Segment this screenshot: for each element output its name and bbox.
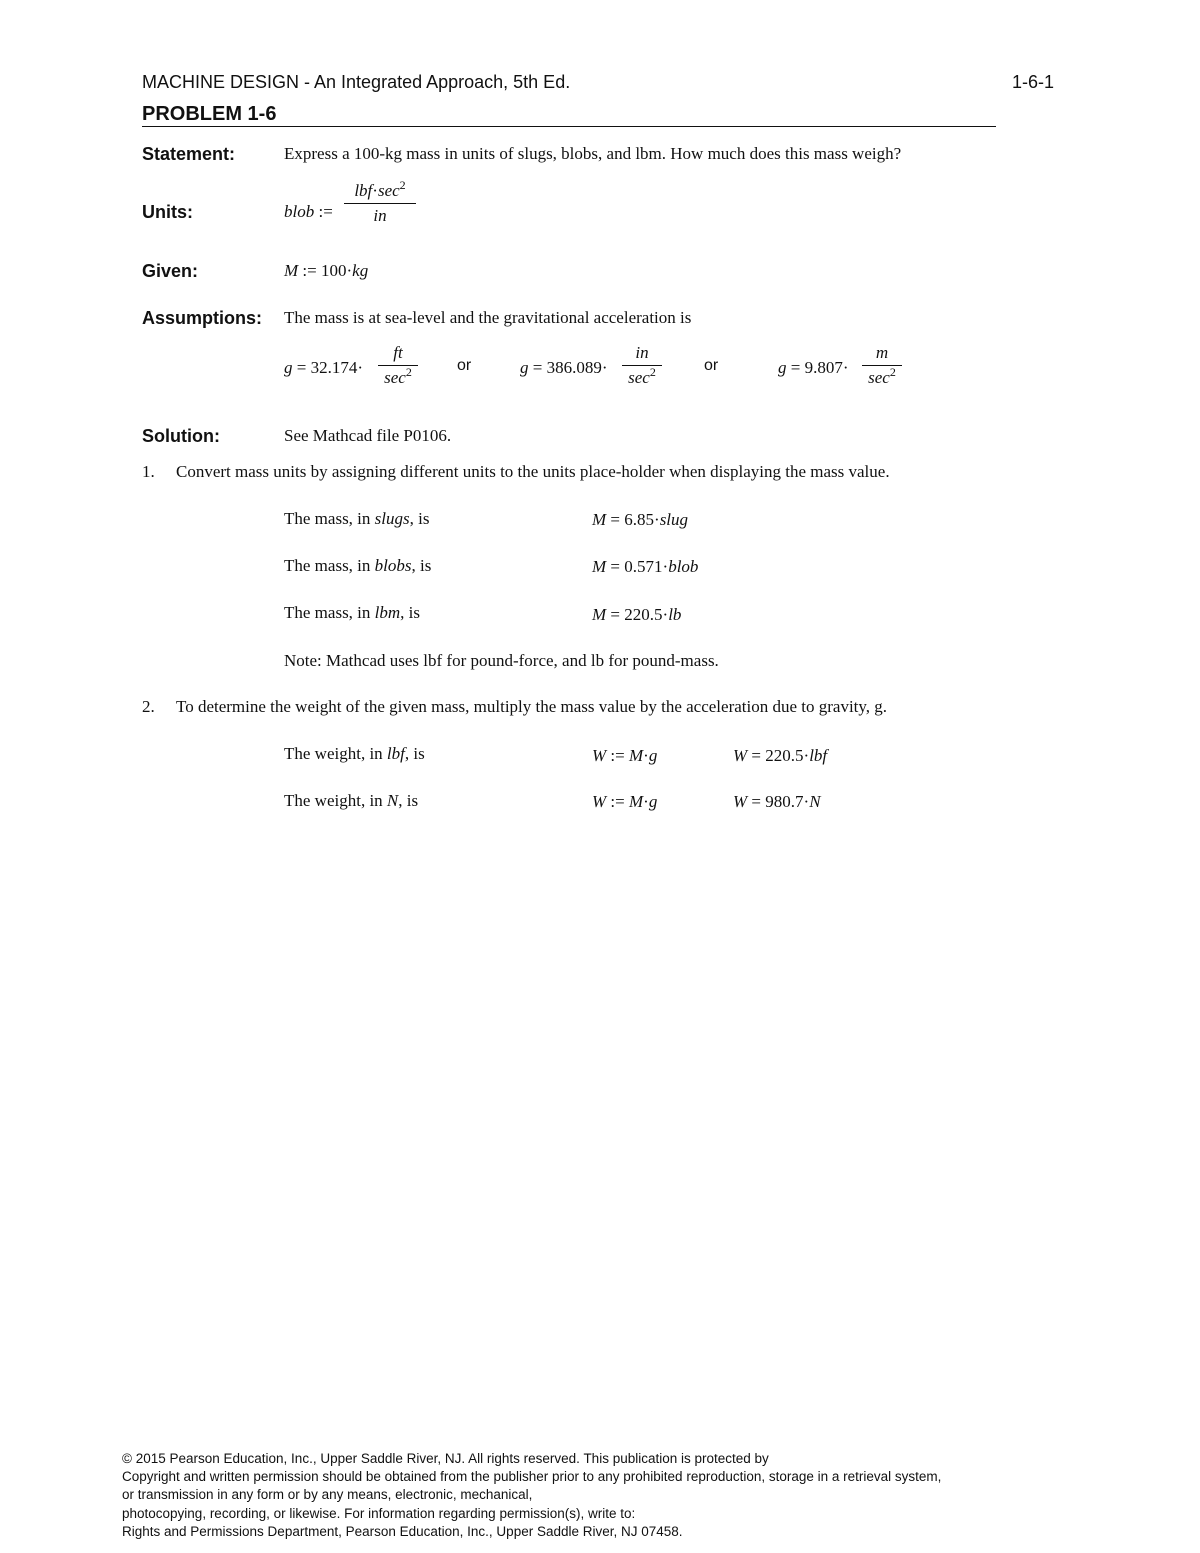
problem-title: PROBLEM 1-6 [142,103,277,125]
mathcad-note: Note: Mathcad uses lbf for pound-force, and lb for pound-mass. [284,651,719,670]
gravity-eq-2-lhs: g = 386.089· [520,358,608,377]
gravity-eq-1-fraction: ft $\sec^2$ [378,343,418,388]
assign-operator: := [318,202,333,221]
given-label: Given: [142,261,199,281]
step1-text: Convert mass units by assigning different units to the units place-holder when displaying the mass value. [176,462,890,481]
assumptions-label: Assumptions: [142,308,263,328]
footer-line-4: photocopying, recording, or likewise. For information regarding permission(s), write to: [122,1506,636,1521]
mass-slugs-label: The mass, in slugs, is [284,509,430,528]
step2-text: To determine the weight of the given mass, multiply the mass value by the acceleration due to gravity, g. [176,697,888,716]
assumptions-text: The mass is at sea-level and the gravitational acceleration is [284,308,692,327]
gravity-eq-2-fraction: in $\sec^2$ [622,343,662,388]
units-equation-lhs [284,202,333,222]
solution-label: Solution: [142,426,220,446]
weight-lbf-result: W = 220.5·lbf [733,746,828,765]
step1-number: 1. [142,462,155,481]
weight-n-definition: W := M·g [592,792,658,811]
gravity-eq-3-lhs: g = 9.807· [778,358,849,377]
gravity-eq-1-lhs: g = 32.174· [284,358,364,377]
footer-line-2: Copyright and written permission should be obtained from the publisher prior to any prohibited reproduction, storage in a retrieval system, [122,1469,942,1484]
given-equation: M := 100·kg [284,261,369,280]
weight-n-label: The weight, in N, is [284,791,419,810]
solution-text: See Mathcad file P0106. [284,426,452,445]
footer-line-5: Rights and Permissions Department, Pearson Education, Inc., Upper Saddle River, NJ 07458. [122,1524,683,1539]
weight-lbf-label: The weight, in lbf, is [284,744,425,763]
weight-n-result: W = 980.7·N [733,792,821,811]
book-title: MACHINE DESIGN - An Integrated Approach, 5th Ed. [142,72,571,92]
statement-text: Express a 100-kg mass in units of slugs, blobs, and lbm. How much does this mass weigh? [284,144,902,163]
weight-lbf-definition: W := M·g [592,746,658,765]
gravity-eq-3-fraction: m $\sec^2$ [862,343,902,388]
or-label-1: or [457,357,472,374]
units-label: Units: [142,202,193,222]
fraction-bar [344,203,416,204]
mass-blobs-result: M = 0.571·blob [592,557,699,576]
mass-lbm-label: The mass, in lbm, is [284,603,420,622]
mass-lbm-result: M = 220.5·lb [592,605,682,624]
mass-blobs-label: The mass, in blobs, is [284,556,432,575]
units-denominator: in [373,206,387,225]
footer-line-1: © 2015 Pearson Education, Inc., Upper Saddle River, NJ. All rights reserved. This publication is protected by [122,1451,769,1466]
page-id: 1-6-1 [1012,72,1055,92]
footer-line-3: or transmission in any form or by any means, electronic, mechanical, [122,1487,533,1502]
statement-label: Statement: [142,144,236,164]
mass-slugs-result: M = 6.85·slug [592,510,689,529]
units-numerator: $lbf\cdot\sec^2$ [354,178,406,200]
or-label-2: or [704,357,719,374]
blob-symbol: blob [284,202,315,221]
title-rule [142,126,996,127]
step2-number: 2. [142,697,155,716]
units-fraction [344,178,416,226]
